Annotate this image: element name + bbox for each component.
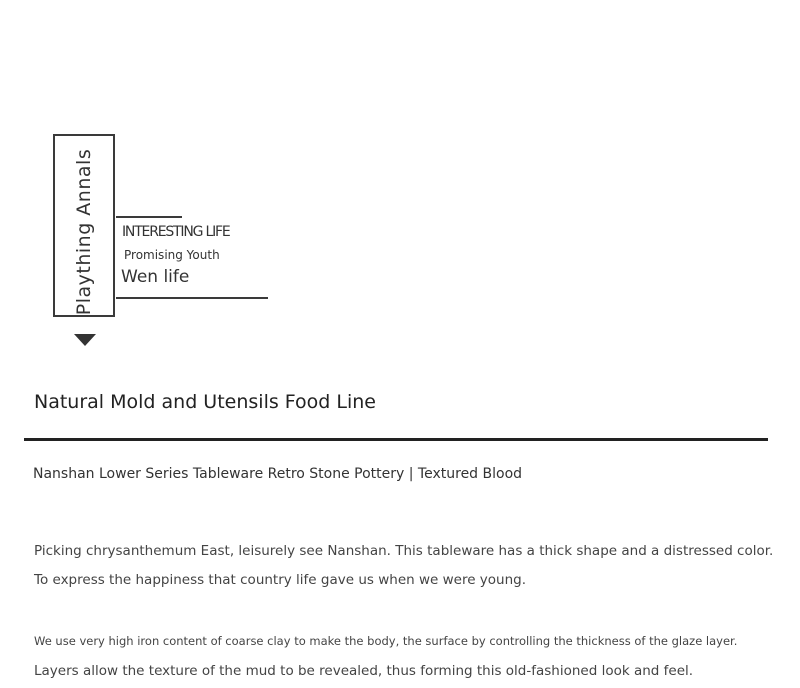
brand-tagline: INTERESTING LIFE [122, 224, 230, 240]
description-paragraph: Layers allow the texture of the mud to be revealed, thus forming this old-fashioned look and feel. [34, 663, 694, 679]
triangle-down-icon [74, 334, 96, 346]
brand-rule-bottom [116, 297, 268, 299]
brand-rule-top [116, 216, 182, 218]
description-paragraph: We use very high iron content of coarse clay to make the body, the surface by controlling the thickness of the glaze layer. [34, 634, 738, 648]
brand-subtitle: Promising Youth [124, 248, 220, 262]
description-paragraph: To express the happiness that country life gave us when we were young. [34, 572, 527, 588]
brand-vertical-title: Plaything Annals [73, 148, 95, 316]
description-paragraph: Picking chrysanthemum East, leisurely see Nanshan. This tableware has a thick shape and a distressed color. [34, 543, 774, 559]
section-title: Natural Mold and Utensils Food Line [34, 391, 376, 413]
product-title: Nanshan Lower Series Tableware Retro Stone Pottery | Textured Blood [33, 466, 523, 482]
brand-name: Wen life [121, 267, 190, 287]
section-divider [24, 438, 768, 441]
